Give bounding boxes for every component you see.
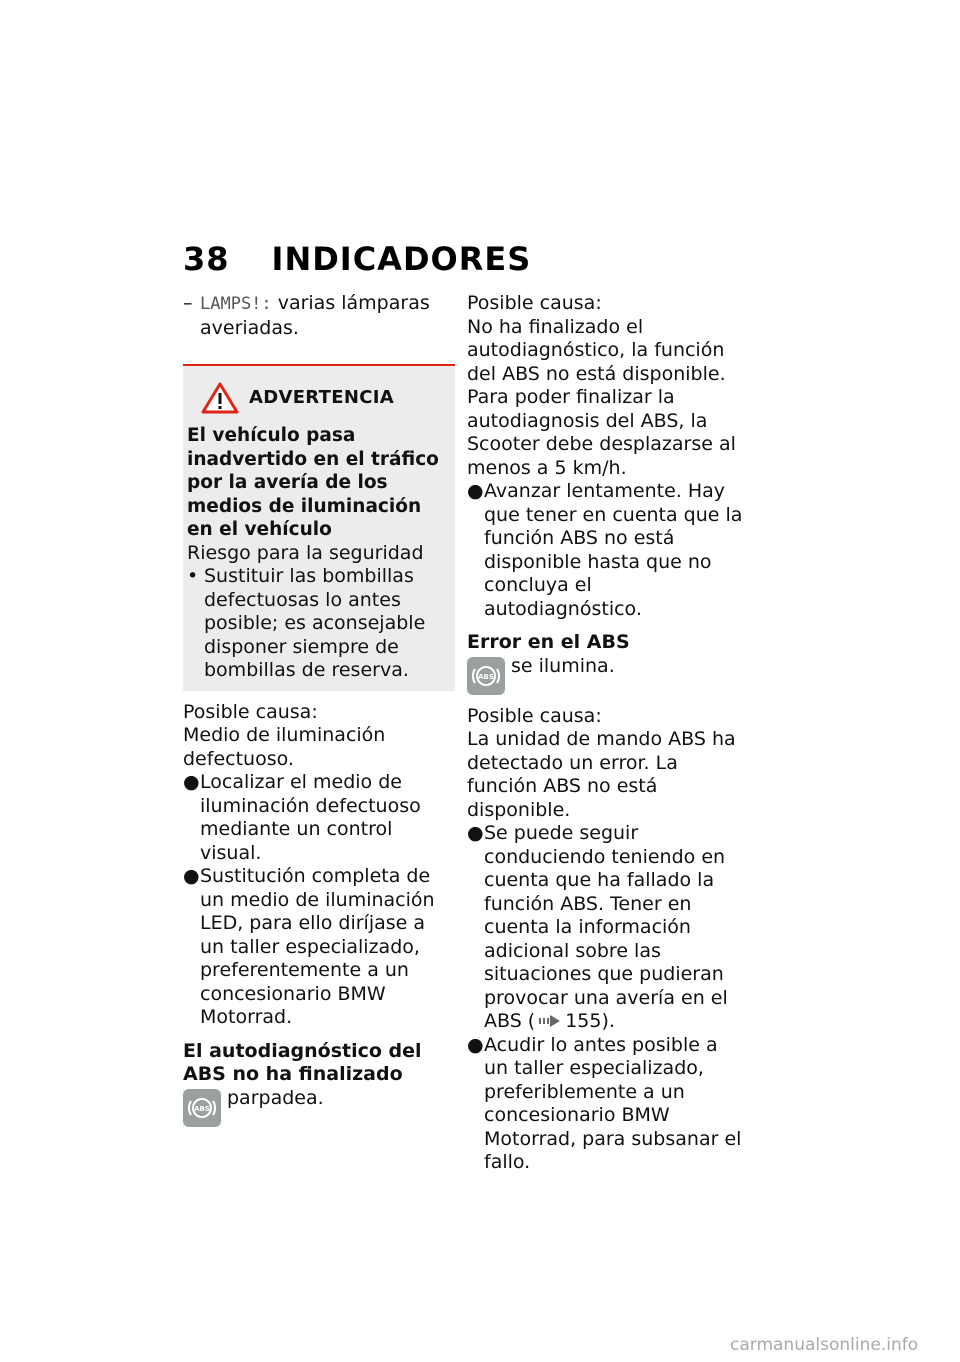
list-item: ● Avanzar lentamente. Hay que tener en cuenta que la función ABS no está disponible hasta que no concluya el autodiagnóstico. (467, 480, 743, 620)
abs-diag-symbol-row (183, 1087, 455, 1127)
warning-title: ADVERTENCIA (249, 387, 394, 409)
bullet-suffix: ). (601, 1010, 615, 1032)
warning-bullet-text: Sustituir las bombillas defectuosas lo antes posible; es aconsejable disponer siempre de bombillas de reserva. (204, 565, 426, 681)
abs-warning-icon (467, 657, 505, 695)
cause-text: La unidad de mando ABS ha detectado un error. La función ABS no está disponible. (467, 728, 736, 821)
abs-warning-icon (183, 1089, 221, 1127)
dash-marker: – (183, 292, 193, 314)
warning-risk: Riesgo para la seguridad (187, 541, 424, 564)
svg-text:ABS: ABS (478, 672, 494, 681)
bullet-text: Localizar el medio de iluminación defectuoso mediante un control visual. (200, 771, 421, 864)
lamps-text: varias lámparas averiadas. (200, 292, 430, 339)
warning-triangle-icon (201, 382, 239, 414)
left-bullets (183, 771, 455, 1030)
abs-diag-symbol-text: parpadea. (227, 1086, 324, 1109)
warning-bullets (187, 565, 451, 683)
bullet-text: Avanzar lentamente. Hay que tener en cuenta que la función ABS no está disponible hasta que no concluya el autodiagnóstico. (484, 480, 743, 620)
left-column (183, 292, 455, 1127)
lamps-item (183, 292, 455, 340)
cause-label: Posible causa: (183, 700, 318, 723)
page-number: 38 (183, 240, 230, 278)
warning-box (183, 364, 455, 691)
cause-text: No ha finalizado el autodiagnóstico, la función del ABS no está disponible. Para poder finalizar la autodiagnosis del ABS, la Scooter debe desplazarse al menos a 5 km/h. (467, 315, 736, 479)
abs-error-heading: Error en el ABS (467, 631, 630, 653)
page-header (183, 240, 531, 278)
list-item: ● Sustitución completa de un medio de iluminación LED, para ello diríjase a un taller especializado, preferentemente a un concesionario BMW Motorrad. (183, 865, 435, 1028)
svg-text:ABS: ABS (194, 1104, 210, 1113)
lamps-code: LAMPS!: (200, 294, 272, 314)
right-column (467, 292, 747, 1175)
warning-header (201, 382, 451, 414)
page-title: INDICADORES (271, 240, 532, 278)
bullet-text: Se puede seguir conduciendo teniendo en cuenta que ha fallado la función ABS. Tener en cuenta la información adicional sobre las situaciones que pudieran provocar una avería en el ABS ( (484, 822, 728, 1032)
list-item: ● Se puede seguir conduciendo teniendo en cuenta que ha fallado la función ABS. Tener en cuenta la información adicional sobre las situaciones que pudieran provocar una avería en el ABS ( 155). (467, 822, 728, 1032)
abs-diag-heading: El autodiagnóstico del ABS no ha finalizado (183, 1039, 422, 1085)
page-reference-arrow-icon (539, 1014, 561, 1028)
cause-text: Medio de iluminación defectuoso. (183, 724, 386, 770)
list-item: ● Localizar el medio de iluminación defectuoso mediante un control visual. (183, 771, 421, 864)
abs-error-symbol-row (467, 655, 747, 695)
bullet-text: Acudir lo antes posible a un taller especializado, preferiblemente a un concesionario BMW Motorrad, para subsanar el fallo. (484, 1033, 742, 1173)
watermark: carmanualsonline.info (730, 1335, 919, 1355)
warning-heading: El vehículo pasa inadvertido en el tráfico por la avería de los medios de iluminación en el vehículo (187, 425, 439, 540)
cause-label: Posible causa: (467, 704, 602, 727)
abs-error-symbol-text: se ilumina. (511, 654, 615, 677)
abs-error-bullets (467, 822, 747, 1175)
right-bullets (467, 480, 747, 621)
list-item: ● Acudir lo antes posible a un taller especializado, preferiblemente a un concesionario BMW Motorrad, para subsanar el fallo. (467, 1033, 742, 1173)
page-reference[interactable]: 155 (565, 1010, 602, 1032)
bullet-text: Sustitución completa de un medio de iluminación LED, para ello diríjase a un taller especializado, preferentemente a un concesionario BMW Motorrad. (200, 865, 435, 1028)
list-item: • Sustituir las bombillas defectuosas lo antes posible; es aconsejable disponer siempre de bombillas de reserva. (187, 565, 426, 681)
cause-label: Posible causa: (467, 292, 602, 314)
